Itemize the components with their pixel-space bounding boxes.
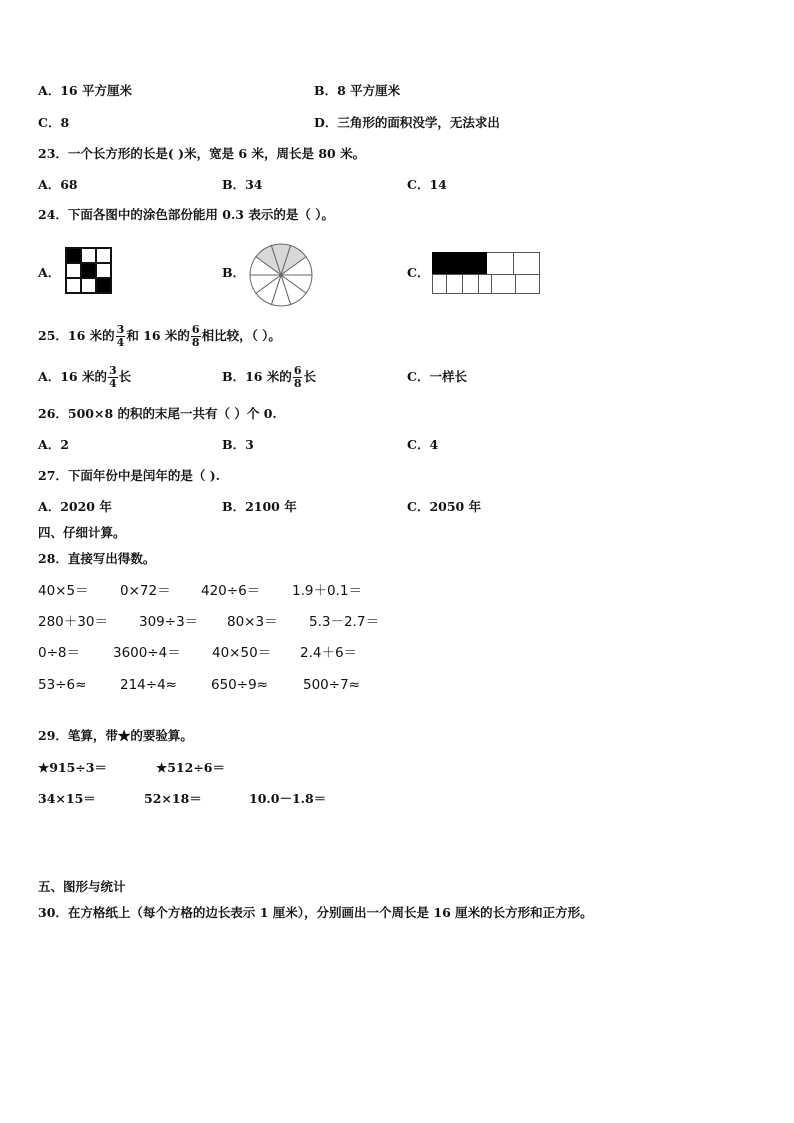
q25-option-b-fraction — [293, 365, 303, 390]
fraction-denominator: 8 — [191, 336, 200, 349]
q25-option-b-pre: B．16 米的 — [222, 369, 292, 384]
q24-figure-c-bar — [432, 252, 540, 294]
grid-cell — [96, 248, 111, 263]
grid-cell-filled — [96, 278, 111, 293]
q29-item: 10.0－1.8＝ — [249, 791, 327, 806]
section-5-heading: 五、图形与统计 — [38, 879, 126, 894]
q22-option-b: B．8 平方厘米 — [314, 83, 401, 98]
q29-item: ★512÷6＝ — [156, 760, 225, 775]
q25-option-b-post: 长 — [303, 369, 316, 384]
calc-item: 0×72＝ — [120, 583, 171, 599]
calc-item: 309÷3＝ — [139, 614, 199, 630]
fraction-numerator: 6 — [293, 364, 302, 377]
calc-item: 650÷9≈ — [211, 677, 268, 693]
q25-stem-post: 相比较，（ ）。 — [201, 328, 281, 343]
calc-item: 420÷6＝ — [201, 583, 261, 599]
q25-stem-mid: 和 16 米的 — [126, 328, 190, 343]
divided-circle — [248, 242, 314, 308]
q23-option-c: C．14 — [407, 177, 447, 192]
q29-item: ★915÷3＝ — [38, 760, 107, 775]
calc-item: 53÷6≈ — [38, 677, 87, 693]
q29-item: 34×15＝ — [38, 791, 96, 806]
q23-option-a: A．68 — [38, 177, 78, 192]
bar-divider — [515, 274, 516, 294]
q30-stem: 30．在方格纸上（每个方格的边长表示 1 厘米），分别画出一个周长是 16 厘米的长方形和正方形。 — [38, 905, 593, 920]
q25-stem — [38, 318, 281, 354]
q26-option-c: C．4 — [407, 437, 439, 452]
q25-option-b — [222, 359, 316, 395]
q29-stem: 29．笔算，带★的要验算。 — [38, 728, 193, 743]
fraction-denominator: 8 — [293, 377, 302, 390]
calc-item: 2.4＋6＝ — [300, 645, 358, 661]
q25-option-a — [38, 359, 131, 395]
calc-item: 280＋30＝ — [38, 614, 108, 630]
q25-option-a-fraction — [108, 365, 118, 390]
bar-divider — [513, 252, 514, 274]
bar-divider — [432, 274, 540, 275]
q27-option-b: B．2100 年 — [222, 499, 297, 514]
fraction-numerator: 3 — [116, 323, 125, 336]
q25-option-c: C．一样长 — [407, 369, 467, 384]
bar-filled-part — [432, 252, 487, 274]
grid-cell — [96, 263, 111, 278]
calc-item: 40×5＝ — [38, 583, 89, 599]
q25-option-a-post: 长 — [118, 369, 132, 384]
q26-option-b: B．3 — [222, 437, 254, 452]
q22-option-c: C．8 — [38, 115, 70, 130]
q27-stem: 27．下面年份中是闰年的是（ ). — [38, 468, 221, 483]
q24-label-b: B． — [222, 265, 246, 280]
q27-option-c: C．2050 年 — [407, 499, 482, 514]
q23-option-b: B．34 — [222, 177, 263, 192]
fraction-denominator: 4 — [116, 336, 125, 349]
bar-divider — [491, 274, 492, 294]
q24-label-c: C． — [407, 265, 430, 280]
q22-option-d: D．三角形的面积没学，无法求出 — [314, 115, 500, 130]
grid-cell — [81, 278, 96, 293]
grid-cell-filled — [81, 263, 96, 278]
calc-item: 3600÷4＝ — [113, 645, 181, 661]
section-4-heading: 四、仔细计算。 — [38, 525, 126, 540]
bar-divider — [446, 274, 447, 294]
grid-cell — [81, 248, 96, 263]
calc-item: 5.3－2.7＝ — [309, 614, 379, 630]
q22-option-a: A．16 平方厘米 — [38, 83, 132, 98]
fraction-denominator: 4 — [108, 377, 117, 390]
grid-cell — [66, 263, 81, 278]
q27-option-a: A．2020 年 — [38, 499, 112, 514]
q25-stem-pre: 25．16 米的 — [38, 328, 115, 343]
bar-divider — [462, 274, 463, 294]
q24-figure-b-circle — [248, 242, 314, 312]
q25-option-a-pre: A．16 米的 — [38, 369, 107, 384]
fraction-numerator: 3 — [108, 364, 117, 377]
q26-option-a: A．2 — [38, 437, 69, 452]
q25-fraction-2 — [191, 324, 201, 349]
q24-figure-a-grid — [65, 247, 112, 294]
calc-item: 0÷8＝ — [38, 645, 80, 661]
bar-divider — [478, 274, 479, 294]
calc-item: 1.9＋0.1＝ — [292, 583, 362, 599]
grid-cell-filled — [66, 248, 81, 263]
q24-stem: 24．下面各图中的涂色部份能用 0.3 表示的是（ ）。 — [38, 207, 334, 222]
q29-item: 52×18＝ — [144, 791, 202, 806]
q25-fraction-1 — [116, 324, 126, 349]
calc-item: 40×50＝ — [212, 645, 272, 661]
q24-label-a: A． — [38, 265, 61, 280]
q26-stem: 26．500×8 的积的末尾一共有（ ）个 0. — [38, 406, 277, 421]
calc-item: 500÷7≈ — [303, 677, 360, 693]
calc-item: 80×3＝ — [227, 614, 278, 630]
fraction-numerator: 6 — [191, 323, 200, 336]
q28-stem: 28．直接写出得数。 — [38, 551, 156, 566]
grid-cell — [66, 278, 81, 293]
three-by-three-grid — [65, 247, 112, 294]
calc-item: 214÷4≈ — [120, 677, 177, 693]
q23-stem: 23．一个长方形的长是( )米，宽是 6 米，周长是 80 米。 — [38, 146, 366, 161]
